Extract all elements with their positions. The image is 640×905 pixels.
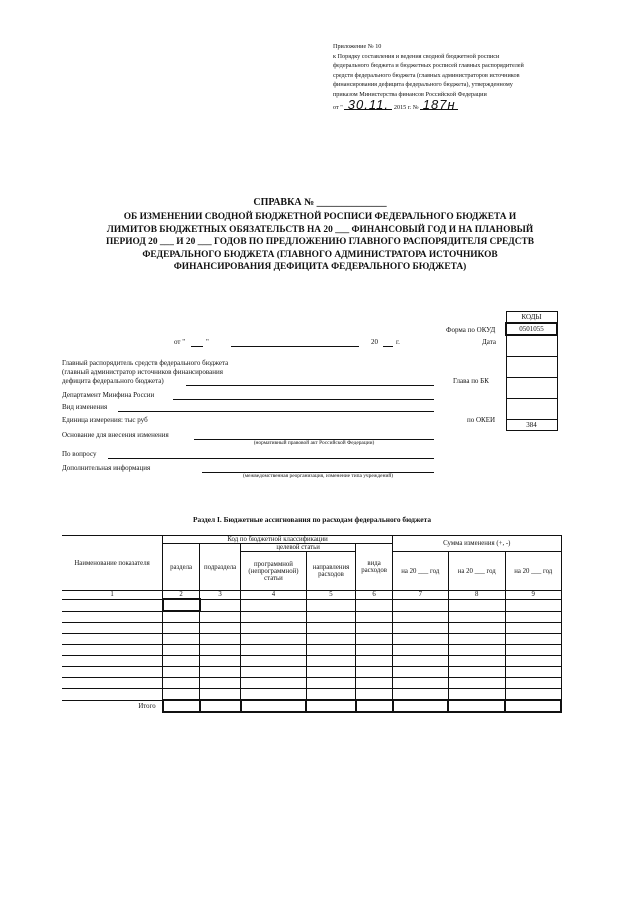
table-cell[interactable]: [62, 678, 163, 689]
table-cell[interactable]: [448, 623, 505, 634]
table-cell[interactable]: [200, 634, 241, 645]
table-cell[interactable]: [356, 689, 393, 701]
table-cell[interactable]: [393, 634, 448, 645]
table-cell[interactable]: [306, 623, 355, 634]
table-cell[interactable]: [163, 599, 200, 611]
table-cell[interactable]: [62, 667, 163, 678]
chief-manager-label: Главный распорядитель средств федерального бюджета (главный администратор источников финансирования дефицита федерального бюджета): [62, 359, 229, 385]
table-cell[interactable]: [306, 667, 355, 678]
day-input[interactable]: [191, 346, 203, 347]
table-cell[interactable]: [163, 645, 200, 656]
table-cell[interactable]: [448, 645, 505, 656]
total-cell[interactable]: [241, 700, 307, 712]
total-row: [62, 700, 561, 712]
budget-table: [62, 535, 562, 713]
department-label: Департамент Минфина России: [62, 391, 155, 399]
table-cell[interactable]: [505, 634, 561, 645]
header-sum: Сумма изменения (+, -): [393, 536, 561, 552]
table-cell[interactable]: [356, 667, 393, 678]
header-subsection: подраздела: [200, 544, 241, 591]
table-cell[interactable]: [200, 645, 241, 656]
table-cell[interactable]: [356, 634, 393, 645]
table-cell[interactable]: [306, 611, 355, 623]
col-number: 7: [393, 591, 448, 600]
table-row: [62, 678, 561, 689]
total-label: Итого: [62, 700, 163, 712]
table-cell[interactable]: [200, 689, 241, 701]
title-line: ФИНАНСИРОВАНИЯ ДЕФИЦИТА ФЕДЕРАЛЬНОГО БЮДЖЕТА): [173, 262, 467, 273]
header-code: Код по бюджетной классификации: [163, 536, 393, 544]
appendix-line: Приложение № 10: [333, 43, 382, 50]
unit-label: Единица измерения: тыс руб: [62, 416, 148, 424]
table-cell[interactable]: [200, 667, 241, 678]
table-cell[interactable]: [393, 611, 448, 623]
change-type-input[interactable]: [118, 411, 434, 412]
document-title: [80, 197, 560, 273]
col-number: 4: [241, 591, 307, 600]
code-cell[interactable]: [506, 357, 557, 378]
table-cell[interactable]: [62, 689, 163, 701]
additional-info-caption: (межведомственная реорганизация, изменение типа учреждений): [242, 473, 394, 479]
table-cell[interactable]: [306, 634, 355, 645]
basis-caption: (нормативный правовой акт Российской Федерации): [253, 440, 375, 446]
appendix-line: к Порядку составления и ведения сводной бюджетной росписи: [333, 52, 500, 60]
bk-label: Глава по БК: [453, 377, 489, 385]
table-cell[interactable]: [62, 623, 163, 634]
table-cell[interactable]: [241, 645, 307, 656]
table-cell[interactable]: [62, 656, 163, 667]
department-input[interactable]: [173, 399, 434, 400]
table-cell[interactable]: [241, 611, 307, 623]
table-cell[interactable]: [241, 667, 307, 678]
okud-code[interactable]: 0501055: [506, 323, 557, 335]
table-cell[interactable]: [306, 645, 355, 656]
chief-manager-input[interactable]: [186, 385, 434, 386]
table-row: [62, 623, 561, 634]
table-cell[interactable]: [448, 656, 505, 667]
table-cell[interactable]: [241, 656, 307, 667]
table-cell[interactable]: [163, 611, 200, 623]
appendix-line: средств федерального бюджета (главных администраторов источников: [333, 71, 520, 79]
header-kind: вида расходов: [356, 544, 393, 591]
table-cell[interactable]: [200, 656, 241, 667]
table-cell[interactable]: [356, 678, 393, 689]
appendix-line: приказом Министерства финансов Российской Федерации: [333, 90, 487, 98]
table-cell[interactable]: [163, 634, 200, 645]
table-cell[interactable]: [241, 623, 307, 634]
table-cell[interactable]: [393, 689, 448, 701]
header-indicator: Наименование показателя: [62, 536, 163, 591]
header-year-1: на 20 ___ год: [393, 552, 448, 591]
date-code-cell[interactable]: [506, 335, 557, 357]
table-cell[interactable]: [306, 678, 355, 689]
table-row: [62, 599, 561, 611]
header-year-3: на 20 ___ год: [505, 552, 561, 591]
col-number: 3: [200, 591, 241, 600]
okei-code[interactable]: 384: [506, 420, 557, 431]
total-cell[interactable]: [393, 700, 448, 712]
table-cell[interactable]: [505, 645, 561, 656]
codes-table: [505, 311, 558, 431]
table-cell[interactable]: [241, 599, 307, 611]
col-number: 9: [505, 591, 561, 600]
table-cell[interactable]: [505, 689, 561, 701]
okud-label: Форма по ОКУД: [446, 326, 496, 334]
title-line: ЛИМИТОВ БЮДЖЕТНЫХ ОБЯЗАТЕЛЬСТВ НА 20 ___ ФИНАНСОВЫЙ ГОД И НА ПЛАНОВЫЙ: [106, 224, 534, 235]
year-input[interactable]: [383, 346, 393, 347]
question-label: По вопросу: [62, 450, 97, 458]
table-cell[interactable]: [505, 667, 561, 678]
table-cell[interactable]: [241, 689, 307, 701]
table-row: [62, 634, 561, 645]
okei-label: по ОКЕИ: [467, 416, 496, 424]
header-program: программной (непрограммной) статьи: [241, 552, 307, 591]
table-cell[interactable]: [200, 678, 241, 689]
total-cell[interactable]: [505, 700, 561, 712]
appendix-line: финансирования дефицита федерального бюджета), утвержденному: [333, 81, 513, 89]
basis-label: Основание для внесения изменения: [62, 431, 169, 439]
appendix-date-line: от " 30.11. 2015 г. № 187н: [333, 100, 573, 113]
additional-info-label: Дополнительная информация: [62, 464, 151, 472]
table-cell[interactable]: [448, 599, 505, 611]
table-cell[interactable]: [356, 656, 393, 667]
table-cell[interactable]: [200, 623, 241, 634]
header-direction: направления расходов: [306, 552, 355, 591]
table-cell[interactable]: [393, 599, 448, 611]
total-cell[interactable]: [200, 700, 241, 712]
col-number: 5: [306, 591, 355, 600]
table-cell[interactable]: [163, 678, 200, 689]
table-cell[interactable]: [200, 611, 241, 623]
table-cell[interactable]: [306, 689, 355, 701]
table-cell[interactable]: [163, 656, 200, 667]
table-cell[interactable]: [306, 599, 355, 611]
total-cell[interactable]: [356, 700, 393, 712]
bk-code-cell[interactable]: [506, 378, 557, 399]
title-line: СПРАВКА № ______________: [253, 197, 387, 208]
table-cell[interactable]: [241, 634, 307, 645]
codes-header: КОДЫ: [506, 312, 557, 324]
col-number: 1: [62, 591, 163, 600]
appendix-order-number: 187н: [420, 100, 458, 111]
table-cell[interactable]: [356, 645, 393, 656]
table-cell[interactable]: [505, 611, 561, 623]
section-title: Раздел I. Бюджетные ассигнования по расходам федерального бюджета: [192, 515, 432, 524]
table-cell[interactable]: [393, 623, 448, 634]
year-prefix: 20: [371, 338, 378, 346]
table-cell[interactable]: [62, 645, 163, 656]
table-cell[interactable]: [62, 611, 163, 623]
title-line: ПЕРИОД 20 ___ И 20 ___ ГОДОВ ПО ПРЕДЛОЖЕНИЮ ГЛАВНОГО РАСПОРЯДИТЕЛЯ СРЕДСТВ: [105, 237, 535, 248]
table-cell[interactable]: [163, 689, 200, 701]
table-cell[interactable]: [62, 599, 163, 611]
table-cell[interactable]: [448, 689, 505, 701]
title-line: ОБ ИЗМЕНЕНИИ СВОДНОЙ БЮДЖЕТНОЙ РОСПИСИ ФЕДЕРАЛЬНОГО БЮДЖЕТА И: [123, 212, 517, 223]
table-cell[interactable]: [448, 611, 505, 623]
table-cell[interactable]: [356, 623, 393, 634]
table-cell[interactable]: [306, 656, 355, 667]
question-input[interactable]: [108, 458, 434, 459]
table-cell[interactable]: [505, 656, 561, 667]
table-cell[interactable]: [393, 645, 448, 656]
table-cell[interactable]: [505, 678, 561, 689]
table-row: [62, 667, 561, 678]
col-number: 6: [356, 591, 393, 600]
table-cell[interactable]: [393, 678, 448, 689]
table-cell[interactable]: [241, 678, 307, 689]
date-ot: от ": [174, 338, 186, 346]
table-cell[interactable]: [356, 611, 393, 623]
change-type-label: Вид изменения: [62, 403, 108, 411]
table-cell[interactable]: [505, 599, 561, 611]
total-cell[interactable]: [306, 700, 355, 712]
col-number: 2: [163, 591, 200, 600]
table-cell[interactable]: [163, 623, 200, 634]
table-cell[interactable]: [448, 667, 505, 678]
table-cell[interactable]: [356, 599, 393, 611]
header-section: раздела: [163, 544, 200, 591]
appendix-date-handwritten: 30.11.: [344, 100, 392, 111]
table-cell[interactable]: [393, 667, 448, 678]
table-row: [62, 656, 561, 667]
table-row: [62, 645, 561, 656]
table-cell[interactable]: [200, 599, 241, 611]
title-line: ФЕДЕРАЛЬНОГО БЮДЖЕТА (ГЛАВНОГО АДМИНИСТРАТОРА ИСТОЧНИКОВ: [142, 249, 498, 260]
total-cell[interactable]: [448, 700, 505, 712]
table-cell[interactable]: [448, 678, 505, 689]
table-cell[interactable]: [163, 667, 200, 678]
table-cell[interactable]: [505, 623, 561, 634]
table-cell[interactable]: [393, 656, 448, 667]
year-suffix: г.: [396, 338, 400, 346]
month-input[interactable]: [231, 346, 359, 347]
header-target: целевой статьи: [241, 544, 356, 552]
table-row: [62, 611, 561, 623]
total-cell[interactable]: [163, 700, 200, 712]
table-row: [62, 689, 561, 701]
table-cell[interactable]: [448, 634, 505, 645]
header-year-2: на 20 ___ год: [448, 552, 505, 591]
appendix-block: [333, 42, 573, 112]
date-quote: ": [206, 338, 209, 346]
date-label: Дата: [482, 338, 496, 346]
code-cell[interactable]: [506, 399, 557, 420]
table-cell[interactable]: [62, 634, 163, 645]
appendix-line: федерального бюджета и бюджетных росписей главных распорядителей: [333, 62, 524, 70]
col-number: 8: [448, 591, 505, 600]
